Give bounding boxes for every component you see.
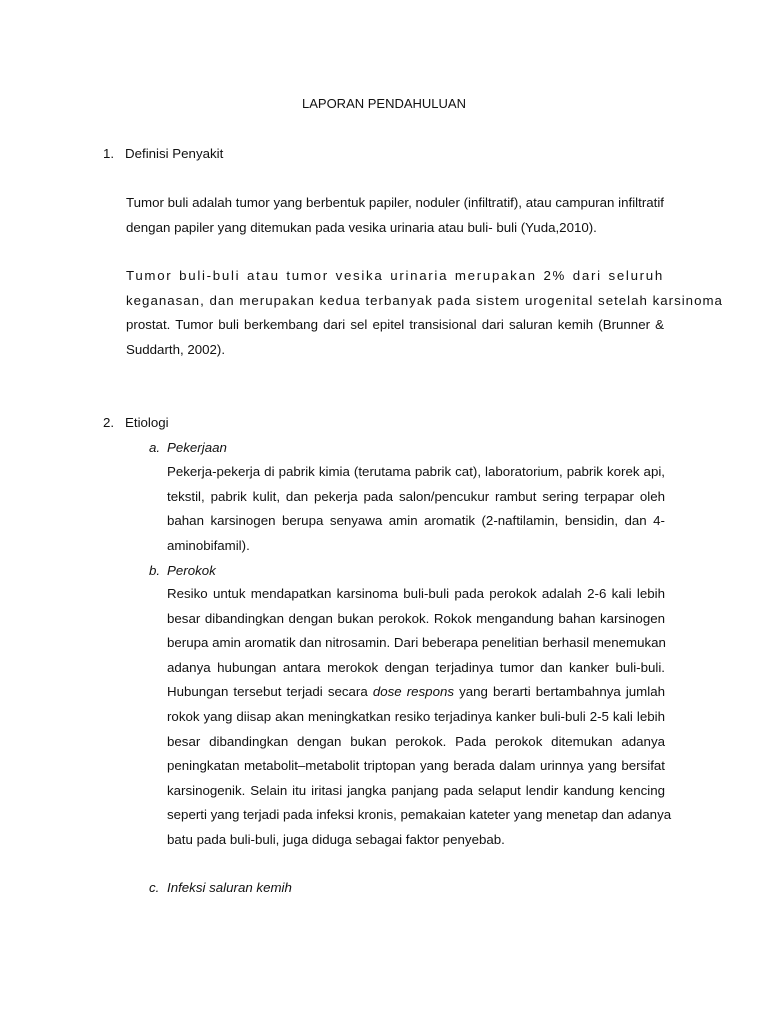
paragraph-line: adanya hubungan antara merokok dengan terjadinya tumor dan kanker buli-buli.: [167, 659, 665, 675]
item-b-paragraph: [167, 582, 672, 853]
paragraph-line: Pekerja-pekerja di pabrik kimia (terutama pabrik cat), laboratorium, pabrik korek api,: [167, 464, 665, 479]
item-b-title: Perokok: [167, 563, 216, 578]
section-2-title: Etiologi: [125, 415, 169, 430]
paragraph-line: tekstil, pabrik kulit, dan pekerja pada salon/pencukur rambut sering terpapar oleh: [167, 488, 665, 504]
paragraph-line: berupa amin aromatik dan nitrosamin. Dari beberapa penelitian berhasil menemukan: [167, 635, 666, 651]
item-c-title: Infeksi saluran kemih: [167, 880, 292, 895]
item-c-label: c.: [149, 880, 160, 895]
item-a-label: a.: [149, 440, 161, 455]
paragraph-line: bahan karsinogen berupa senyawa amin aromatik (2-naftilamin, bensidin, dan 4-: [167, 513, 665, 529]
paragraph-line: karsinogenik. Selain itu iritasi jangka panjang pada selaput lendir kandung kencing: [167, 782, 665, 798]
item-c-heading: [149, 880, 292, 895]
paragraph-line: besar dibandingkan dengan bukan perokok. Pada perokok ditemukan adanya: [167, 733, 665, 749]
section-1-paragraph-2: [126, 264, 723, 362]
paragraph-line: rokok yang diisap akan meningkatkan resiko terjadinya kanker buli-buli 2-5 kali lebih: [167, 708, 665, 724]
paragraph-line: batu pada buli-buli, juga diduga sebagai faktor penyebab.: [167, 831, 505, 847]
paragraph-line: besar dibandingkan dengan bukan perokok. Rokok mengandung bahan karsinogen: [167, 610, 665, 626]
item-b-heading: [149, 563, 216, 578]
section-1-heading: [103, 146, 223, 161]
paragraph-line: seperti yang terjadi pada infeksi kronis, pemakaian kateter yang menetap dan adanya: [167, 807, 672, 823]
paragraph-line: Tumor buli-buli atau tumor vesika urinaria merupakan 2% dari seluruh: [126, 268, 664, 283]
item-b-label: b.: [149, 563, 161, 578]
document-title: LAPORAN PENDAHULUAN: [302, 96, 466, 111]
item-a-title: Pekerjaan: [167, 440, 227, 455]
paragraph-line: peningkatan metabolit–metabolit triptopan yang berada dalam urinnya yang bersifat: [167, 758, 665, 774]
paragraph-line: Suddarth, 2002).: [126, 341, 226, 357]
item-a-paragraph: [167, 460, 665, 558]
section-2-number: 2.: [103, 415, 115, 430]
paragraph-line: Resiko untuk mendapatkan karsinoma buli-buli pada perokok adalah 2-6 kali lebih: [167, 586, 665, 601]
emphasis-text: dose respons: [372, 684, 455, 700]
section-1-title: Definisi Penyakit: [125, 146, 224, 161]
section-1-number: 1.: [103, 146, 115, 161]
paragraph-line: aminobifamil).: [167, 537, 250, 553]
paragraph-line: keganasan, dan merupakan kedua terbanyak pada sistem urogenital setelah karsinoma: [126, 292, 723, 308]
item-a-heading: [149, 440, 227, 455]
section-1-paragraph-1: Tumor buli adalah tumor yang berbentuk papiler, noduler (infiltratif), atau campuran infiltratif dengan papiler yang ditemukan pada vesika urinaria atau buli- buli (Yuda,2010).: [126, 195, 664, 235]
line-text: yang berarti bertambahnya jumlah: [454, 684, 665, 700]
line-text: Hubungan tersebut terjadi secara: [167, 684, 373, 700]
paragraph-line-with-emphasis: [167, 680, 665, 705]
paragraph-line: prostat. Tumor buli berkembang dari sel epitel transisional dari saluran kemih (Brunner &: [126, 317, 664, 333]
section-2-heading: [103, 415, 169, 430]
